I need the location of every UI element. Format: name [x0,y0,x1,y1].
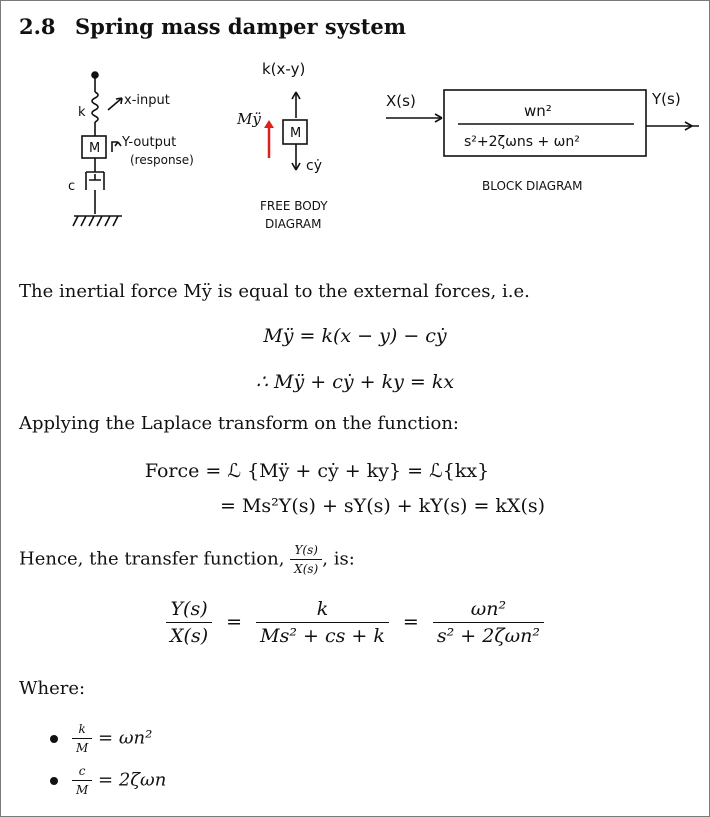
input-arrow-icon [108,98,122,110]
paragraph-inertial-force: The inertial force Mÿ is equal to the external forces, i.e. [19,281,530,302]
fbd-top-force: k(x-y) [262,60,306,78]
output-label: Y-output [122,135,177,150]
bullet-1-fraction [72,722,92,755]
bullet-item-2 [50,764,166,797]
damper-icon [86,172,104,190]
spring-icon [92,92,98,122]
transfer-function-equation: $\frac{Y(s)}{X(s)}$ = $\frac{k}{\text{Ms² + cs + k}}$ = $\frac{\text{ωn²}}{\text{s² + 2ζωn²}}$ [0,598,710,647]
input-node [92,72,98,78]
tf-mid-numerator: k [256,598,389,623]
paragraph-laplace: Applying the Laplace transform on the function: [19,413,459,434]
inertia-arrowhead-icon [264,120,274,128]
damper-label: c [68,179,76,194]
bd-caption: BLOCK DIAGRAM [482,179,583,193]
figure-drawing [40,52,700,252]
input-label: x-input [124,93,170,108]
spring-mass-figure [40,52,700,252]
tf-lhs-numerator: Y(s) [166,598,212,623]
paragraph-transfer-function [19,543,355,576]
bullet-1-numerator: k [72,722,92,739]
response-label: (response) [130,153,194,167]
tf-mid-fraction [256,598,389,647]
section-title: Spring mass damper system [75,14,406,39]
bullet-item-1 [50,722,152,755]
tf-intro-text: Hence, the transfer function, [19,548,285,570]
fbd-caption-line1: FREE BODY [260,199,328,213]
tf-inline-fraction [290,543,322,576]
section-number: 2.8 [19,14,56,39]
fbd-inertia-label: Mÿ [237,110,261,128]
mass-label-left: M [89,141,101,156]
tf-rhs-denominator: s² + 2ζωn² [436,625,540,647]
bd-denominator: s²+2ζωns + ωn² [464,134,580,150]
section-heading [19,14,406,39]
bullet-1-rhs: = ωn² [98,727,153,749]
bullet-2-fraction [72,764,92,797]
fbd-caption-line2: DIAGRAM [265,217,322,231]
equation-force-line1: Force = ℒ {Mÿ + cẏ + ky} = ℒ{kx} [144,460,490,482]
where-label: Where: [19,678,86,699]
spring-label: k [78,105,86,120]
equation-force-line2: = Ms²Y(s) + sY(s) + kY(s) = kX(s) [220,495,546,517]
bullet-2-numerator: c [72,764,92,781]
bullet-1-denominator: M [76,741,89,755]
bullet-2-denominator: M [76,783,89,797]
bullet-2-rhs: = 2ζωn [98,769,167,791]
tf-rhs-fraction [433,598,544,647]
bd-output-label: Y(s) [652,90,681,108]
tf-lhs-fraction [166,598,212,647]
output-arrow-icon [112,142,121,152]
tf-inline-numerator: Y(s) [290,543,322,560]
bullet-dot-icon [50,777,58,785]
bd-input-label: X(s) [386,92,416,110]
tf-intro-suffix: , is: [322,548,355,570]
tf-lhs-denominator: X(s) [170,625,209,647]
bd-numerator: wn² [524,102,552,120]
tf-inline-denominator: X(s) [294,562,319,576]
fbd-damping-label: cẏ [306,158,322,174]
bullet-dot-icon [50,735,58,743]
mass-label-fbd: M [290,126,302,141]
tf-rhs-numerator: ωn² [433,598,544,623]
equation-1: Mÿ = k(x − y) − cẏ [263,325,447,347]
tf-mid-denominator: Ms² + cs + k [260,625,385,647]
equation-2: ∴ Mÿ + cẏ + ky = kx [255,371,455,393]
